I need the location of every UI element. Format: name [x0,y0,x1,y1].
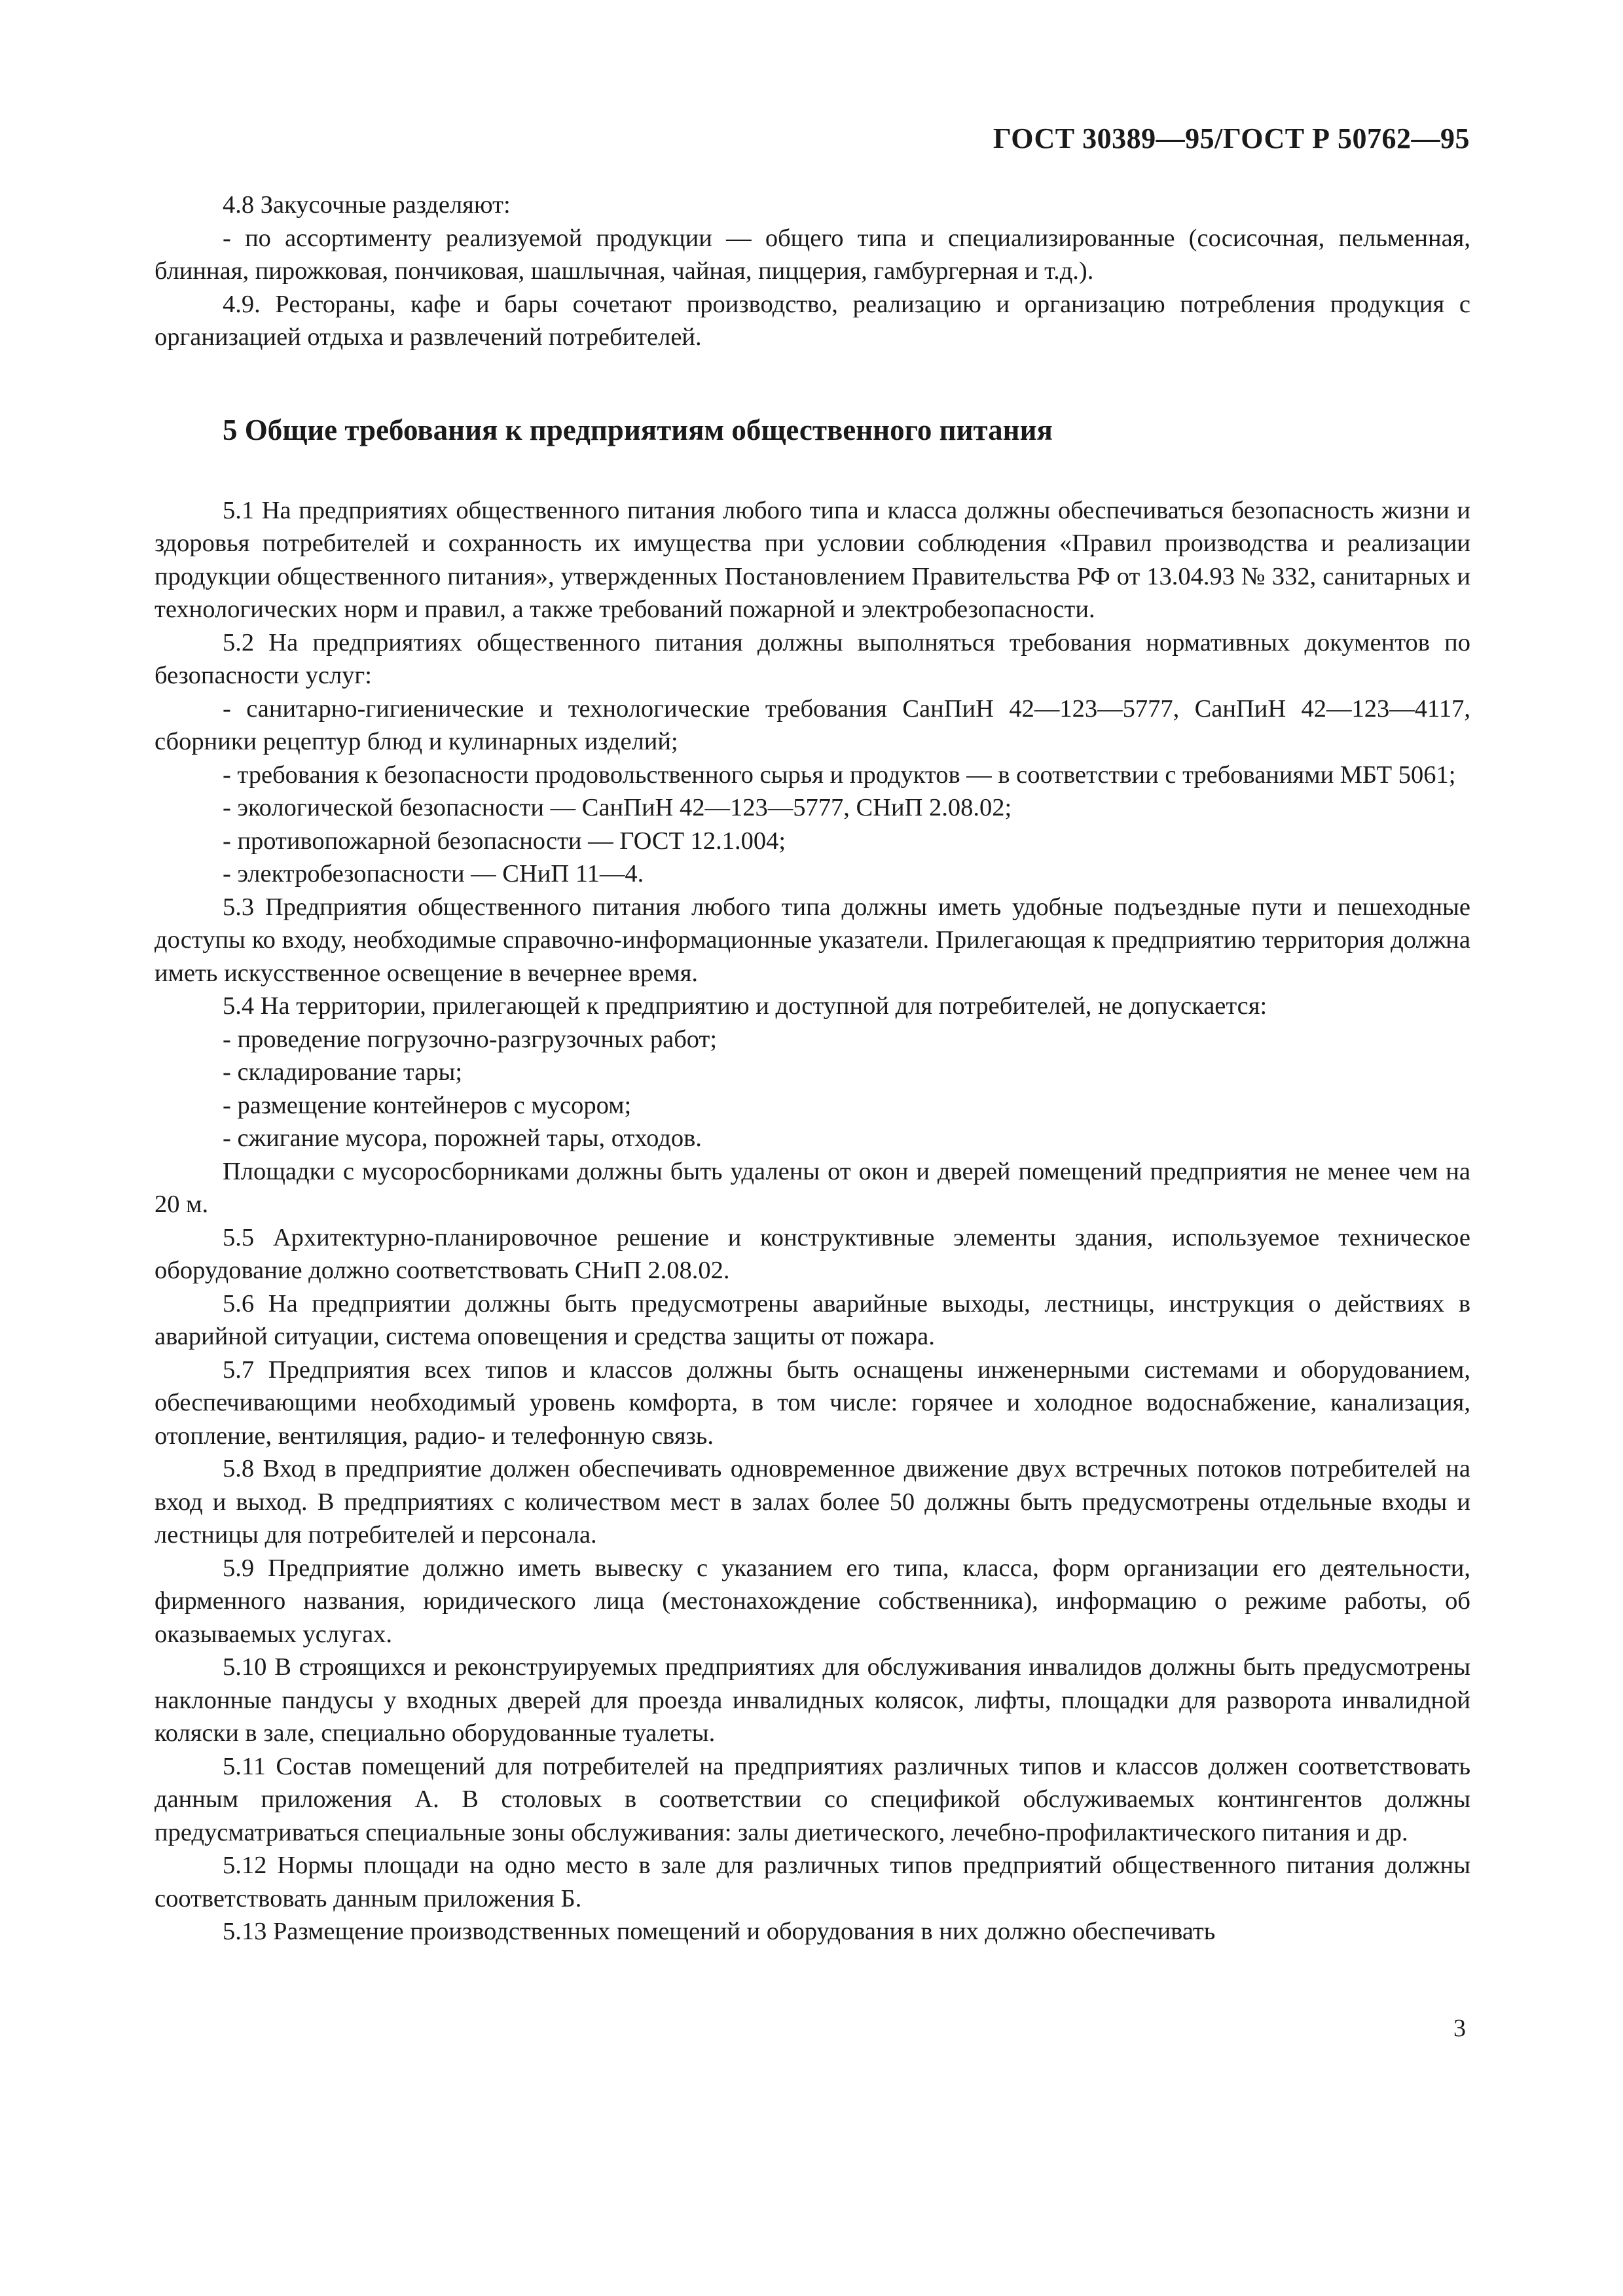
page-number: 3 [1453,2015,1466,2042]
paragraph: Площадки с мусоросборниками должны быть удалены от окон и дверей помещений предприятия не менее чем на 20 м. [155,1157,1470,1218]
section-heading: 5 Общие требования к предприятиям общественного питания [223,413,1053,446]
paragraph: 5.7 Предприятия всех типов и классов должны быть оснащены инженерными системами и оборудованием, обеспечивающими необходимый уровень комфорта, в том числе: горячее и холодное водоснабжение, канализация, отопление, вентиляция, радио- и телефонную связь. [155,1355,1470,1450]
paragraph: 5.6 На предприятии должны быть предусмотрены аварийные выходы, лестницы, инструкция о действиях в аварийной ситуации, система оповещения и средства защиты от пожара. [155,1289,1470,1350]
document-body [155,188,1470,1948]
paragraph: 5.9 Предприятие должно иметь вывеску с указанием его типа, класса, форм организации его деятельности, фирменного названия, юридического лица (местонахождение собственника), информацию о режиме работы, об оказываемых услугах. [155,1554,1470,1648]
list-item: - санитарно-гигиенические и технологические требования СанПиН 42—123—5777, СанПиН 42—123—4117, сборники рецептур блюд и кулинарных изделий; [155,694,1470,755]
paragraph: 5.2 На предприятиях общественного питания должны выполняться требования нормативных документов по безопасности услуг: [155,628,1470,689]
list-item: - складирование тары; [223,1058,463,1086]
paragraph: 5.8 Вход в предприятие должен обеспечивать одновременное движение двух встречных потоков потребителей на вход и выход. В предприятиях с количеством мест в залах более 50 должны быть предусмотрены отдельные входы и лестницы для потребителей и персонала. [155,1455,1470,1549]
list-item: - размещение контейнеров с мусором; [223,1091,632,1119]
list-item: - по ассортименту реализуемой продукции — общего типа и специализированные (сосисочная, пельменная, блинная, пирожковая, пончиковая, шашлычная, чайная, пиццерия, гамбургерная и т.д.). [155,224,1470,285]
list-item: - проведение погрузочно-разгрузочных работ; [223,1025,718,1053]
list-item: - требования к безопасности продовольственного сырья и продуктов — в соответствии с требованиями МБТ 5061; [223,761,1456,789]
paragraph: 5.10 В строящихся и реконструируемых предприятиях для обслуживания инвалидов должны быть предусмотрены наклонные пандусы у входных дверей для проезда инвалидных колясок, лифты, площадки для разворота инвалидной коляски в зале, специально оборудованные туалеты. [155,1653,1470,1747]
paragraphs-after-section [155,494,1470,1948]
list-item: - электробезопасности — СНиП 11—4. [223,860,644,888]
list-item: - противопожарной безопасности — ГОСТ 12.1.004; [223,827,786,855]
paragraphs-before-section [155,188,1470,354]
paragraph: 5.5 Архитектурно-планировочное решение и конструктивные элементы здания, используемое техническое оборудование должно соответствовать СНиП 2.08.02. [155,1223,1470,1284]
document-header: ГОСТ 30389—95/ГОСТ Р 50762—95 [993,122,1470,154]
paragraph: 4.8 Закусочные разделяют: [223,191,511,219]
paragraph: 5.3 Предприятия общественного питания любого типа должны иметь удобные подъездные пути и пешеходные доступы ко входу, необходимые справочно-информационные указатели. Прилегающая к предприятию территория должна иметь искусственное освещение в вечернее время. [155,893,1470,987]
paragraph: 5.4 На территории, прилегающей к предприятию и доступной для потребителей, не допускается: [223,992,1267,1020]
paragraph: 4.9. Рестораны, кафе и бары сочетают производство, реализацию и организацию потребления продукция с организацией отдыха и развлечений потребителей. [155,290,1470,351]
paragraph: 5.12 Нормы площади на одно место в зале для различных типов предприятий общественного питания должны соответствовать данным приложения Б. [155,1852,1470,1912]
paragraph: 5.13 Размещение производственных помещений и оборудования в них должно обеспечивать [223,1918,1216,1945]
list-item: - сжигание мусора, порожней тары, отходов. [223,1124,702,1152]
paragraph: 5.11 Состав помещений для потребителей на предприятиях различных типов и классов должен соответствовать данным приложения А. В столовых в соответствии со спецификой обслуживаемых контингентов должны предусматриваться специальные зоны обслуживания: залы диетического, лечебно-профилактического питания и др. [155,1752,1470,1846]
list-item: - экологической безопасности — СанПиН 42—123—5777, СНиП 2.08.02; [223,794,1012,821]
paragraph: 5.1 На предприятиях общественного питания любого типа и класса должны обеспечиваться безопасность жизни и здоровья потребителей и сохранность их имущества при условии соблюдения «Правил производства и реализации продукции общественного питания», утвержденных Постановлением Правительства РФ от 13.04.93 № 332, санитарных и технологических норм и правил, а также требований пожарной и электробезопасности. [155,496,1470,623]
